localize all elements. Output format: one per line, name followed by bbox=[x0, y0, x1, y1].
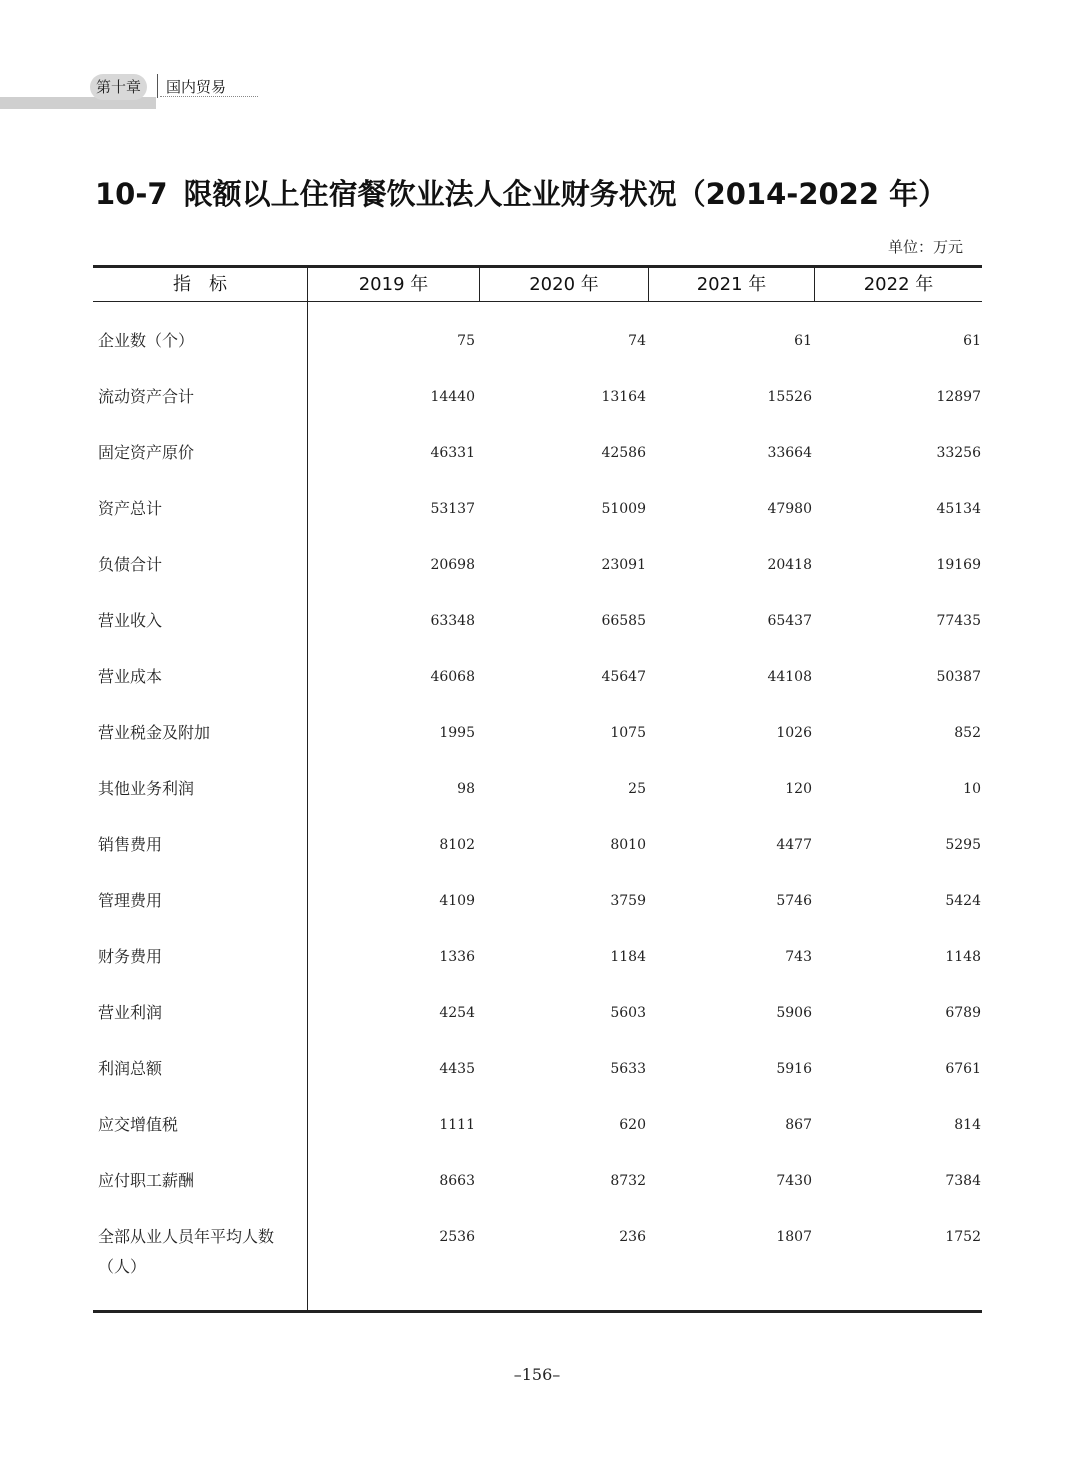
row-value: 45647 bbox=[601, 669, 646, 685]
row-value: 15526 bbox=[767, 389, 812, 405]
table-row bbox=[93, 662, 982, 692]
table-row bbox=[93, 830, 982, 860]
row-value: 8102 bbox=[439, 837, 475, 853]
section-label: 国内贸易 bbox=[166, 78, 227, 96]
row-value: 66585 bbox=[601, 613, 646, 629]
row-value: 5906 bbox=[776, 1005, 812, 1021]
row-value: 1111 bbox=[439, 1117, 475, 1133]
table-row bbox=[93, 550, 982, 580]
row-value: 63348 bbox=[430, 613, 475, 629]
table-row bbox=[93, 998, 982, 1028]
row-label: 营业税金及附加 bbox=[98, 723, 211, 742]
row-value: 5295 bbox=[945, 837, 981, 853]
row-label: 营业收入 bbox=[98, 611, 163, 630]
row-value: 20698 bbox=[430, 557, 475, 573]
row-value: 13164 bbox=[601, 389, 646, 405]
row-value: 814 bbox=[954, 1117, 981, 1133]
chapter-label: 第十章 bbox=[90, 74, 147, 100]
column-header-2021: 2021 年 bbox=[696, 274, 767, 295]
row-value: 1807 bbox=[776, 1229, 812, 1245]
row-label: 资产总计 bbox=[98, 499, 163, 518]
row-label: 管理费用 bbox=[98, 891, 163, 910]
row-label: 营业成本 bbox=[98, 667, 163, 686]
page-number: –156– bbox=[513, 1365, 561, 1384]
row-label: 流动资产合计 bbox=[98, 387, 195, 406]
table-header-rule bbox=[93, 301, 982, 302]
row-value: 98 bbox=[457, 781, 475, 797]
row-value: 19169 bbox=[936, 557, 981, 573]
row-value: 852 bbox=[954, 725, 981, 741]
row-value: 33256 bbox=[936, 445, 981, 461]
row-value: 47980 bbox=[767, 501, 812, 517]
row-value: 1026 bbox=[776, 725, 812, 741]
row-label: 财务费用 bbox=[98, 947, 163, 966]
row-value: 1336 bbox=[439, 949, 475, 965]
row-value: 51009 bbox=[601, 501, 646, 517]
row-value: 1752 bbox=[945, 1229, 981, 1245]
row-label: 其他业务利润 bbox=[98, 779, 195, 798]
row-value: 61 bbox=[963, 333, 981, 349]
row-label: 全部从业人员年平均人数（人） bbox=[98, 1227, 275, 1276]
table-row bbox=[93, 774, 982, 804]
row-value: 4435 bbox=[439, 1061, 475, 1077]
row-value: 10 bbox=[963, 781, 981, 797]
row-value: 5746 bbox=[776, 893, 812, 909]
row-value: 20418 bbox=[767, 557, 812, 573]
table-row bbox=[93, 326, 982, 356]
table-row bbox=[93, 494, 982, 524]
row-value: 25 bbox=[628, 781, 646, 797]
row-value: 1995 bbox=[439, 725, 475, 741]
row-label: 应交增值税 bbox=[98, 1115, 179, 1134]
column-header-2022: 2022 年 bbox=[863, 274, 934, 295]
row-value: 5424 bbox=[945, 893, 981, 909]
table-row bbox=[93, 382, 982, 412]
row-value: 46068 bbox=[430, 669, 475, 685]
table-row bbox=[93, 1054, 982, 1084]
table-row bbox=[93, 1166, 982, 1196]
row-label: 营业利润 bbox=[98, 1003, 163, 1022]
row-value: 8732 bbox=[610, 1173, 646, 1189]
row-value: 5603 bbox=[610, 1005, 646, 1021]
row-value: 120 bbox=[785, 781, 812, 797]
row-value: 42586 bbox=[601, 445, 646, 461]
row-value: 1184 bbox=[610, 949, 646, 965]
table-title-text: 限额以上住宿餐饮业法人企业财务状况（2014-2022 年） bbox=[183, 177, 948, 211]
row-value: 236 bbox=[619, 1229, 646, 1245]
row-value: 65437 bbox=[767, 613, 812, 629]
row-value: 45134 bbox=[936, 501, 981, 517]
table-row bbox=[93, 1110, 982, 1140]
row-value: 44108 bbox=[767, 669, 812, 685]
row-value: 33664 bbox=[767, 445, 812, 461]
column-header-2020: 2020 年 bbox=[529, 274, 599, 295]
unit-note: 单位：万元 bbox=[887, 238, 963, 256]
table-bottom-rule bbox=[93, 1310, 982, 1313]
table-row bbox=[93, 1222, 982, 1276]
column-header-2019: 2019 年 bbox=[358, 274, 429, 295]
row-label: 利润总额 bbox=[98, 1059, 163, 1078]
row-value: 14440 bbox=[430, 389, 475, 405]
row-value: 23091 bbox=[601, 557, 646, 573]
row-value: 2536 bbox=[439, 1229, 475, 1245]
row-value: 6789 bbox=[945, 1005, 981, 1021]
table-row bbox=[93, 886, 982, 916]
row-value: 50387 bbox=[936, 669, 981, 685]
row-value: 12897 bbox=[936, 389, 981, 405]
row-label: 固定资产原价 bbox=[98, 443, 195, 462]
row-value: 5916 bbox=[776, 1061, 812, 1077]
row-value: 8010 bbox=[610, 837, 646, 853]
row-value: 1148 bbox=[945, 949, 981, 965]
row-value: 8663 bbox=[439, 1173, 475, 1189]
row-value: 74 bbox=[628, 333, 646, 349]
row-value: 4109 bbox=[439, 893, 475, 909]
row-label: 企业数（个） bbox=[98, 331, 195, 350]
row-value: 7384 bbox=[945, 1173, 981, 1189]
row-value: 61 bbox=[794, 333, 812, 349]
row-value: 620 bbox=[619, 1117, 646, 1133]
row-label: 应付职工薪酬 bbox=[98, 1171, 195, 1190]
row-value: 46331 bbox=[430, 445, 475, 461]
row-value: 1075 bbox=[610, 725, 646, 741]
header-dotted-rule bbox=[160, 96, 258, 97]
row-value: 75 bbox=[457, 333, 475, 349]
table-row bbox=[93, 718, 982, 748]
row-value: 77435 bbox=[936, 613, 981, 629]
row-value: 53137 bbox=[430, 501, 475, 517]
row-value: 743 bbox=[785, 949, 812, 965]
table-row bbox=[93, 438, 982, 468]
table-number: 10-7 bbox=[95, 177, 168, 211]
header-divider bbox=[157, 74, 158, 98]
column-header-indicator: 指 标 bbox=[173, 274, 227, 295]
row-value: 7430 bbox=[776, 1173, 812, 1189]
row-value: 4254 bbox=[439, 1005, 475, 1021]
row-value: 5633 bbox=[610, 1061, 646, 1077]
table-row bbox=[93, 942, 982, 972]
row-label: 负债合计 bbox=[98, 555, 163, 574]
row-value: 6761 bbox=[945, 1061, 981, 1077]
table-title bbox=[95, 172, 947, 213]
row-value: 867 bbox=[785, 1117, 812, 1133]
row-value: 3759 bbox=[610, 893, 646, 909]
row-value: 4477 bbox=[776, 837, 812, 853]
row-label: 销售费用 bbox=[98, 835, 163, 854]
table-row bbox=[93, 606, 982, 636]
